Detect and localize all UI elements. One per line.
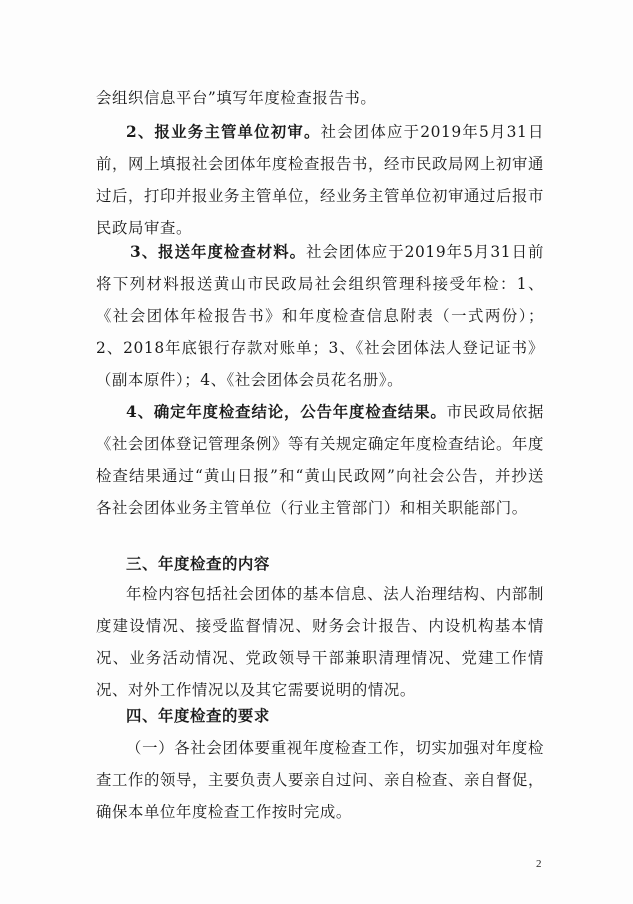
paragraph-text: 市民政局依据《社会团体登记管理条例》等有关规定确定年度检查结论。年度检查结果通过“黄山日报”和“黄山民政网”向社会公告，并抄送各社会团体业务主管单位（行业主管部门）和相关职能部门。 xyxy=(96,403,544,517)
section-heading-requirements xyxy=(96,700,544,732)
paragraph-lead: 4、确定年度检查结论，公告年度检查结果。 xyxy=(126,403,447,421)
section-heading-content xyxy=(96,548,544,580)
page-number: 2 xyxy=(536,858,542,870)
section-heading-text: 四、年度检查的要求 xyxy=(126,707,270,725)
paragraph-inspection-content xyxy=(96,578,544,706)
paragraph-text: 社会团体应于2019年5月31日前将下列材料报送黄山市民政局社会组织管理科接受年检：1、《社会团体年检报告书》和年度检查信息附表（一式两份）；2、2018年底银行存款对账单；3、《社会团体法人登记证书》（副本原件）；4、《社会团体会员花名册》。 xyxy=(96,243,544,389)
paragraph-text: 社会团体应于2019年5月31日前，网上填报社会团体年度检查报告书，经市民政局网上初审通过后，打印并报业务主管单位，经业务主管单位初审通过后报市民政局审查。 xyxy=(96,123,544,237)
paragraph-conclusion xyxy=(96,396,544,524)
section-heading-text: 三、年度检查的内容 xyxy=(126,555,270,573)
paragraph-lead: 2、报业务主管单位初审。 xyxy=(126,123,321,141)
paragraph-text: 年检内容包括社会团体的基本信息、法人治理结构、内部制度建设情况、接受监督情况、财务会计报告、内设机构基本情况、业务活动情况、党政领导干部兼职清理情况、党建工作情况、对外工作情况以及其它需要说明的情况。 xyxy=(96,585,544,699)
paragraph-text: 会组织信息平台”填写年度检查报告书。 xyxy=(96,89,377,107)
paragraph-submit-materials xyxy=(96,236,544,396)
paragraph-continuation xyxy=(96,82,544,114)
paragraph-requirement-1 xyxy=(96,732,544,828)
paragraph-lead: 3、报送年度检查材料。 xyxy=(130,243,307,261)
paragraph-text: （一）各社会团体要重视年度检查工作，切实加强对年度检查工作的领导，主要负责人要亲自过问、亲自检查、亲自督促，确保本单位年度检查工作按时完成。 xyxy=(96,739,544,821)
paragraph-business-review xyxy=(96,116,544,244)
